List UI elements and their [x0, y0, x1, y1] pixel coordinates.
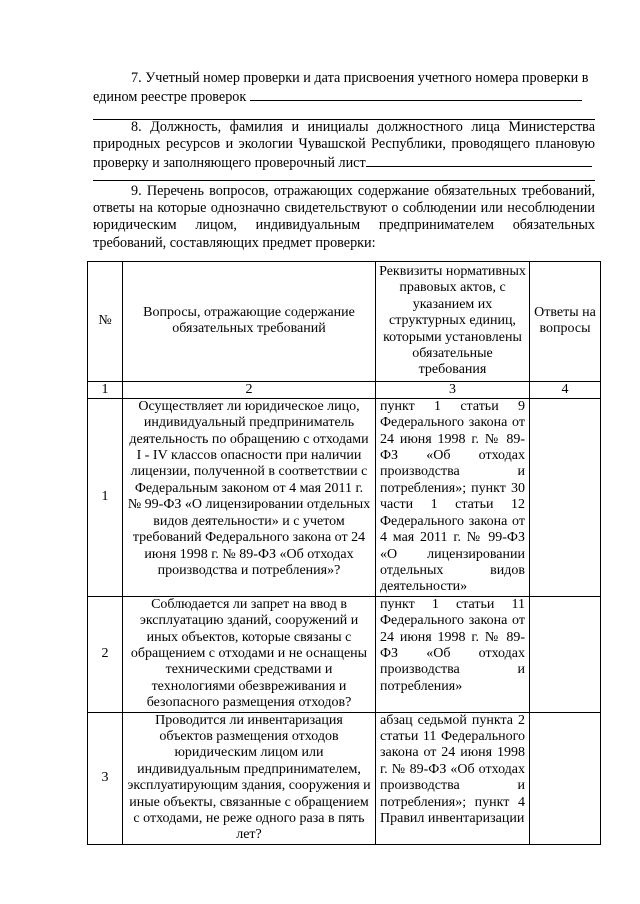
- column-number: 4: [530, 381, 601, 398]
- requisites-cell: пункт 1 статьи 11 Федерального закона от 24 июня 1998 г. № 89-ФЗ «Об отходах производства и потребления»: [376, 596, 530, 712]
- header-answers: Ответы на вопросы: [530, 262, 601, 382]
- question-cell: Проводится ли инвентаризация объектов размещения отходов юридическим лицом или индивидуальным предпринимателем, эксплуатирующим здания, сооружения и иные объекты, связанные с обращением с отходами, не реже одного раза в пять лет?: [123, 712, 376, 844]
- registry-number-field[interactable]: [250, 87, 582, 101]
- table-header-row: [88, 262, 601, 382]
- table-row: [88, 596, 601, 712]
- requirements-table: [87, 261, 601, 845]
- answer-cell[interactable]: [530, 712, 601, 844]
- column-number: 3: [376, 381, 530, 398]
- row-number: 2: [88, 596, 123, 712]
- question-cell: Осуществляет ли юридическое лицо, индивидуальный предприниматель деятельность по обращению с отходами I - IV классов опасности при наличии лицензии, полученной в соответствии с Федеральным законом от 4 мая 2011 г. № 99-ФЗ «О лицензировании отдельных видов деятельности» и с учетом требований Федерального закона от 24 июня 1998 г. № 89-ФЗ «Об отходах производства и потребления»?: [123, 398, 376, 596]
- table-row: [88, 712, 601, 844]
- answer-cell[interactable]: [530, 398, 601, 596]
- column-number-row: [88, 381, 601, 398]
- header-num: №: [88, 262, 123, 382]
- row-number: 1: [88, 398, 123, 596]
- requisites-cell: пункт 1 статьи 9 Федерального закона от 24 июня 1998 г. № 89-ФЗ «Об отходах производства и потребления»; пункт 30 части 1 статьи 12 Федерального закона от 4 мая 2011 г. № 99-ФЗ «О лицензировании отдельных видов деятельности»: [376, 398, 530, 596]
- answer-cell[interactable]: [530, 596, 601, 712]
- item-8: [93, 119, 595, 173]
- item-8-continuation-line[interactable]: [93, 180, 595, 181]
- column-number: 1: [88, 381, 123, 398]
- column-number: 2: [123, 381, 376, 398]
- row-number: 3: [88, 712, 123, 844]
- header-questions: Вопросы, отражающие содержание обязательных требований: [123, 262, 376, 382]
- requisites-cell: абзац седьмой пункта 2 статьи 11 Федерального закона от 24 июня 1998 г. № 89-ФЗ «Об отходах производства и потребления»; пункт 4 Правил инвентаризации: [376, 712, 530, 844]
- table-row: [88, 398, 601, 596]
- item-7: [93, 70, 595, 106]
- inspector-field[interactable]: [366, 153, 592, 167]
- header-requisites: Реквизиты нормативных правовых актов, с указанием их структурных единиц, которыми установлены обязательные требования: [376, 262, 530, 382]
- question-cell: Соблюдается ли запрет на ввод в эксплуатацию зданий, сооружений и иных объектов, которые связаны с обращением с отходами и не оснащены техническими средствами и технологиями обезвреживания и безопасного размещения отходов?: [123, 596, 376, 712]
- item-8-text: 8. Должность, фамилия и инициалы должностного лица Министерства природных ресурсов и экологии Чувашской Республики, проводящего плановую проверку и заполняющего проверочный лист: [93, 119, 595, 172]
- item-9: 9. Перечень вопросов, отражающих содержание обязательных требований, ответы на которые однозначно свидетельствуют о соблюдении или несоблюдении юридическим лицом, индивидуальным предпринимателем обязательных требований, составляющих предмет проверки:: [93, 183, 595, 251]
- item-7-line-1: 7. Учетный номер проверки и дата присвоения учетного номера проверки в: [131, 70, 589, 86]
- item-7-line-2: едином реестре проверок: [93, 89, 247, 106]
